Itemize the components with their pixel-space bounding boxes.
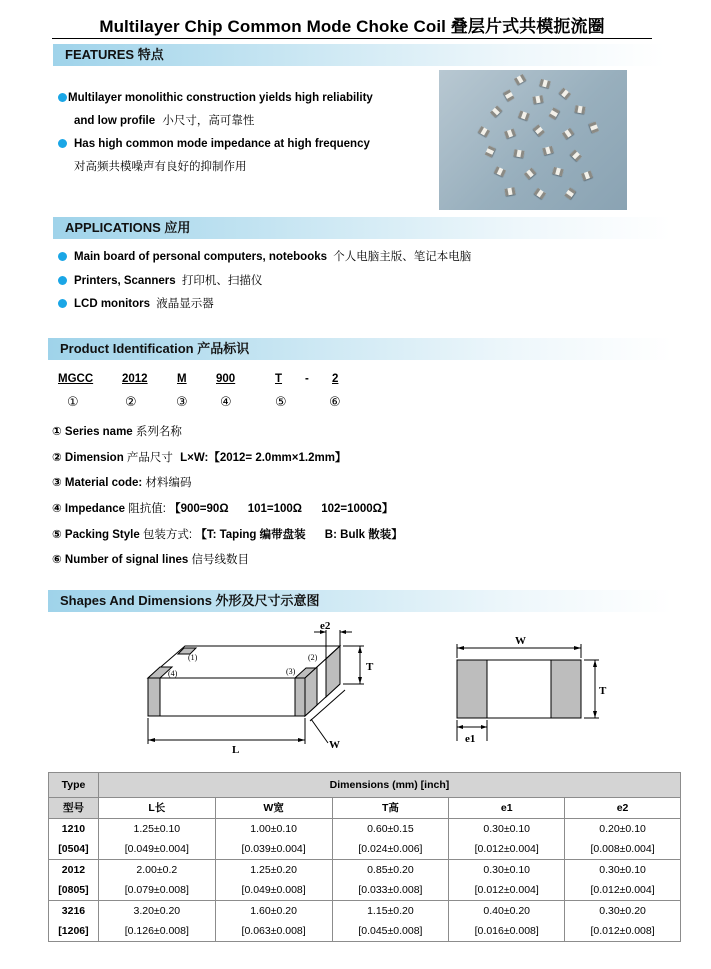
- pid-line-impedance-zh: 阻抗值:: [128, 503, 166, 515]
- pid-separator: -: [305, 373, 309, 385]
- pid-num-3: ③: [176, 394, 188, 409]
- cell-w: 1.00±0.10 [0.039±0.004]: [215, 819, 332, 860]
- cell-e2: 0.20±0.10 [0.008±0.004]: [565, 819, 681, 860]
- dimensions-table: [48, 772, 681, 942]
- table-row: [49, 860, 681, 901]
- top-dim-label-e1: e1: [465, 733, 476, 745]
- row-type-1210: 1210 [0504]: [49, 819, 99, 860]
- pid-line-impedance-rest: 【900=90Ω 101=100Ω 102=1000Ω】: [169, 503, 394, 515]
- pid-code-material: M: [177, 373, 187, 385]
- pid-line-material-zh: 材料编码: [145, 477, 192, 489]
- top-dim-label-t: T: [599, 685, 607, 697]
- dimensions-header: Dimensions (mm) [inch]: [98, 773, 680, 798]
- dim-label-t: T: [366, 661, 374, 673]
- col-header-w: W宽: [215, 798, 332, 819]
- applications-heading: APPLICATIONS 应用: [53, 217, 671, 239]
- pid-num-5: ⑤: [275, 394, 287, 409]
- cell-e2: 0.30±0.20 [0.012±0.008]: [565, 901, 681, 942]
- pid-num-4: ④: [220, 394, 232, 409]
- page-title: Multilayer Chip Common Mode Choke Coil 叠层片式共模扼流圈: [99, 17, 605, 36]
- feature-item-1-zh: 小尺寸，高可靠性: [162, 115, 255, 127]
- pid-line-dimension-rest: L×W:【2012= 2.0mm×1.2mm】: [180, 452, 347, 464]
- pid-line-series-en: ① Series name: [52, 426, 133, 438]
- pid-num-1: ①: [67, 394, 79, 409]
- pid-line-signal-lines: [52, 551, 249, 567]
- application-item-1: [74, 250, 471, 264]
- dim-label-w: W: [329, 739, 340, 751]
- pid-line-material: [52, 474, 191, 490]
- bullet-dot: [58, 252, 67, 261]
- pid-line-dimension-en: ② Dimension: [52, 452, 124, 464]
- cell-l: 1.25±0.10 [0.049±0.004]: [98, 819, 215, 860]
- pid-line-series-zh: 系列名称: [135, 426, 182, 438]
- title-rule: [52, 38, 652, 39]
- bullet-dot: [58, 299, 67, 308]
- cell-w: 1.60±0.20 [0.063±0.008]: [215, 901, 332, 942]
- pid-code-dimension: 2012: [122, 373, 148, 385]
- col-header-e2: e2: [565, 798, 681, 819]
- pid-line-packing-en: ⑤ Packing Style: [52, 529, 140, 541]
- cell-l: 3.20±0.20 [0.126±0.008]: [98, 901, 215, 942]
- feature-item-1-line1: Multilayer monolithic construction yields high reliability: [68, 92, 373, 104]
- application-item-2-en: Printers, Scanners: [74, 275, 176, 287]
- cell-t: 0.85±0.20 [0.033±0.008]: [332, 860, 449, 901]
- feature-item-2-line1: Has high common mode impedance at high frequency: [74, 138, 370, 150]
- pid-line-packing: [52, 526, 403, 542]
- application-item-2: [74, 274, 262, 288]
- pid-line-impedance-en: ④ Impedance: [52, 503, 126, 515]
- application-item-3: [74, 297, 214, 311]
- cell-e2: 0.30±0.10 [0.012±0.004]: [565, 860, 681, 901]
- application-item-3-zh: 液晶显示器: [156, 298, 214, 310]
- cell-l: 2.00±0.2 [0.079±0.008]: [98, 860, 215, 901]
- row-type-3216: 3216 [1206]: [49, 901, 99, 942]
- pin-label-4: (4): [168, 669, 178, 678]
- table-row: [49, 901, 681, 942]
- chip-3d-drawing: [140, 618, 380, 758]
- bullet-dot: [58, 93, 67, 102]
- col-header-e1: e1: [449, 798, 565, 819]
- pid-line-impedance: [52, 500, 393, 516]
- product-id-heading: Product Identification 产品标识: [48, 338, 672, 360]
- product-photo: [439, 70, 627, 210]
- top-dim-label-w: W: [515, 635, 526, 647]
- feature-item-1-line2: [74, 114, 254, 128]
- feature-item-1-en: and low profile: [74, 115, 156, 127]
- pid-line-signal-lines-en: ⑥ Number of signal lines: [52, 554, 189, 566]
- col-header-l: L长: [98, 798, 215, 819]
- pid-line-material-en: ③ Material code:: [52, 477, 143, 489]
- col-header-t: T高: [332, 798, 449, 819]
- type-header-en: Type: [49, 773, 99, 798]
- pid-code-lines: 2: [332, 373, 339, 385]
- application-item-3-en: LCD monitors: [74, 298, 151, 310]
- type-header-zh: 型号: [49, 798, 99, 819]
- pid-line-series: [52, 423, 182, 439]
- pid-num-6: ⑥: [329, 394, 341, 409]
- application-item-1-zh: 个人电脑主版、笔记本电脑: [333, 251, 472, 263]
- feature-item-2-zh: 对高频共模噪声有良好的抑制作用: [74, 161, 247, 173]
- application-item-1-en: Main board of personal computers, notebooks: [74, 251, 328, 263]
- cell-t: 1.15±0.20 [0.045±0.008]: [332, 901, 449, 942]
- dim-label-l: L: [232, 744, 240, 756]
- table-subheader-row: [49, 798, 681, 819]
- pid-num-2: ②: [125, 394, 137, 409]
- dim-label-e2: e2: [320, 620, 331, 632]
- cell-t: 0.60±0.15 [0.024±0.006]: [332, 819, 449, 860]
- cell-e1: 0.40±0.20 [0.016±0.008]: [449, 901, 565, 942]
- cell-e1: 0.30±0.10 [0.012±0.004]: [449, 819, 565, 860]
- cell-e1: 0.30±0.10 [0.012±0.004]: [449, 860, 565, 901]
- bullet-dot: [58, 139, 67, 148]
- shapes-heading: Shapes And Dimensions 外形及尺寸示意图: [48, 590, 672, 612]
- cell-w: 1.25±0.20 [0.049±0.008]: [215, 860, 332, 901]
- pin-label-1: (1): [188, 653, 198, 662]
- pid-line-packing-zh: 包装方式:: [142, 529, 193, 541]
- pid-code-packing: T: [275, 373, 283, 385]
- table-row: [49, 819, 681, 860]
- pid-code-impedance: 900: [216, 373, 236, 385]
- pid-line-dimension: [52, 449, 346, 465]
- pid-code-series: MGCC: [58, 373, 94, 385]
- features-heading: FEATURES 特点: [53, 44, 665, 66]
- application-item-2-zh: 打印机、扫描仪: [181, 275, 263, 287]
- pin-label-2: (2): [308, 653, 318, 662]
- chip-top-drawing: [445, 626, 615, 751]
- bullet-dot: [58, 276, 67, 285]
- pin-label-3: (3): [286, 667, 296, 676]
- pid-line-packing-rest: 【T: Taping 编带盘装 B: Bulk 散装】: [195, 529, 403, 541]
- pid-line-signal-lines-zh: 信号线数目: [191, 554, 249, 566]
- pid-line-dimension-zh: 产品尺寸: [126, 452, 173, 464]
- table-header-row: [49, 773, 681, 798]
- row-type-2012: 2012 [0805]: [49, 860, 99, 901]
